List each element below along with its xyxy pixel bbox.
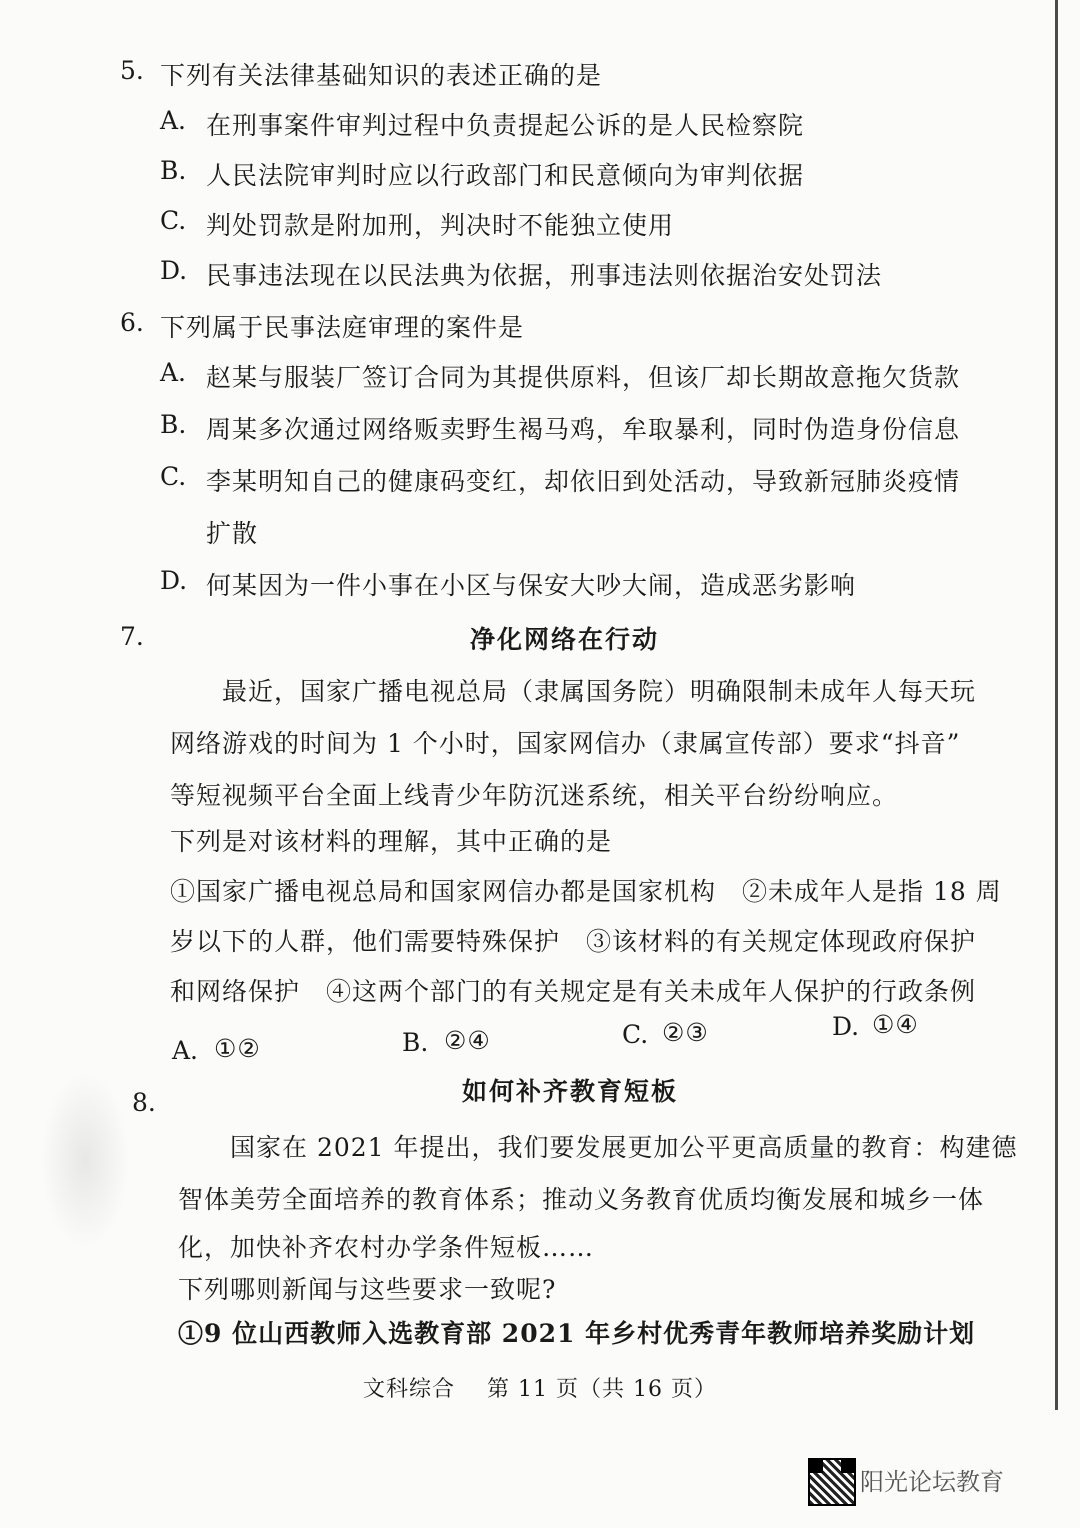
q6-option-c-text: 李某明知自己的健康码变红，却依旧到处活动，导致新冠肺炎疫情 xyxy=(206,467,961,496)
watermark-text: 阳光论坛教育 xyxy=(860,1468,1004,1496)
q5-option-d-text: 民事违法现在以民法典为依据，刑事违法则依据治安处罚法 xyxy=(206,261,883,290)
q8-material-line-3: 化，加快补齐农村办学条件短板…… xyxy=(178,1233,595,1262)
q6-option-d-label: D. xyxy=(160,566,188,595)
page-edge-shadow xyxy=(1055,0,1058,1410)
question-5-number: 5. xyxy=(120,56,144,85)
qr-code-icon xyxy=(808,1458,856,1506)
q6-option-d-text: 何某因为一件小事在小区与保安大吵大闹，造成恶劣影响 xyxy=(206,571,857,600)
q7-option-c-text: ②③ xyxy=(662,1018,709,1047)
scan-smudge xyxy=(40,1070,130,1250)
question-6-stem: 下列属于民事法庭审理的案件是 xyxy=(160,313,525,342)
question-7-number: 7. xyxy=(120,622,144,651)
q7-material-line-2: 网络游戏的时间为 1 个小时，国家网信办（隶属宣传部）要求“抖音” xyxy=(170,729,961,758)
q8-statement-1: ①9 位山西教师入选教育部 2021 年乡村优秀青年教师培养奖励计划 xyxy=(178,1319,976,1348)
footer-page-number: 第 11 页（共 16 页） xyxy=(487,1377,717,1402)
q6-option-b-text: 周某多次通过网络贩卖野生褐马鸡，牟取暴利，同时伪造身份信息 xyxy=(206,415,961,444)
footer-subject: 文科综合 xyxy=(363,1377,456,1402)
q7-option-c-label: C. xyxy=(622,1020,649,1049)
page-footer xyxy=(0,1372,1080,1403)
q6-option-b-label: B. xyxy=(160,410,187,439)
question-8-stem: 下列哪则新闻与这些要求一致呢? xyxy=(178,1275,557,1304)
q6-option-a-label: A. xyxy=(160,358,187,387)
q5-option-b-label: B. xyxy=(160,156,187,185)
question-7-stem: 下列是对该材料的理解，其中正确的是 xyxy=(170,827,613,856)
q7-statements-line-1: ①国家广播电视总局和国家网信办都是国家机构 ②未成年人是指 18 周 xyxy=(170,877,1002,906)
q7-material-line-1: 最近，国家广播电视总局（隶属国务院）明确限制未成年人每天玩 xyxy=(222,677,977,706)
q7-option-b-text: ②④ xyxy=(444,1026,491,1055)
q6-option-a-text: 赵某与服装厂签订合同为其提供原料，但该厂却长期故意拖欠货款 xyxy=(206,363,961,392)
question-8-title: 如何补齐教育短板 xyxy=(462,1077,679,1106)
q5-option-c-text: 判处罚款是附加刑，判决时不能独立使用 xyxy=(206,211,675,240)
question-7-title: 净化网络在行动 xyxy=(470,625,660,654)
q6-option-c-text-continued: 扩散 xyxy=(206,519,259,548)
q7-option-a-text: ①② xyxy=(214,1034,261,1063)
q7-statements-line-3: 和网络保护 ④这两个部门的有关规定是有关未成年人保护的行政条例 xyxy=(170,977,977,1006)
q8-material-line-1: 国家在 2021 年提出，我们要发展更加公平更高质量的教育：构建德 xyxy=(230,1133,1018,1162)
q8-material-line-2: 智体美劳全面培养的教育体系；推动义务教育优质均衡发展和城乡一体 xyxy=(178,1185,985,1214)
q5-option-a-text: 在刑事案件审判过程中负责提起公诉的是人民检察院 xyxy=(206,111,805,140)
q5-option-c-label: C. xyxy=(160,206,187,235)
q7-statements-line-2: 岁以下的人群，他们需要特殊保护 ③该材料的有关规定体现政府保护 xyxy=(170,927,977,956)
question-6-number: 6. xyxy=(120,308,144,337)
q7-option-a-label: A. xyxy=(172,1036,199,1065)
q5-option-d-label: D. xyxy=(160,256,188,285)
q7-material-line-3: 等短视频平台全面上线青少年防沉迷系统，相关平台纷纷响应。 xyxy=(170,781,899,810)
q7-option-d-label: D. xyxy=(832,1012,860,1041)
q5-option-b-text: 人民法院审判时应以行政部门和民意倾向为审判依据 xyxy=(206,161,805,190)
q5-option-a-label: A. xyxy=(160,106,187,135)
q6-option-c-label: C. xyxy=(160,462,187,491)
question-5-stem: 下列有关法律基础知识的表述正确的是 xyxy=(160,61,603,90)
q7-option-b-label: B. xyxy=(402,1028,429,1057)
question-8-number: 8. xyxy=(132,1088,156,1117)
q7-option-d-text: ①④ xyxy=(872,1010,919,1039)
